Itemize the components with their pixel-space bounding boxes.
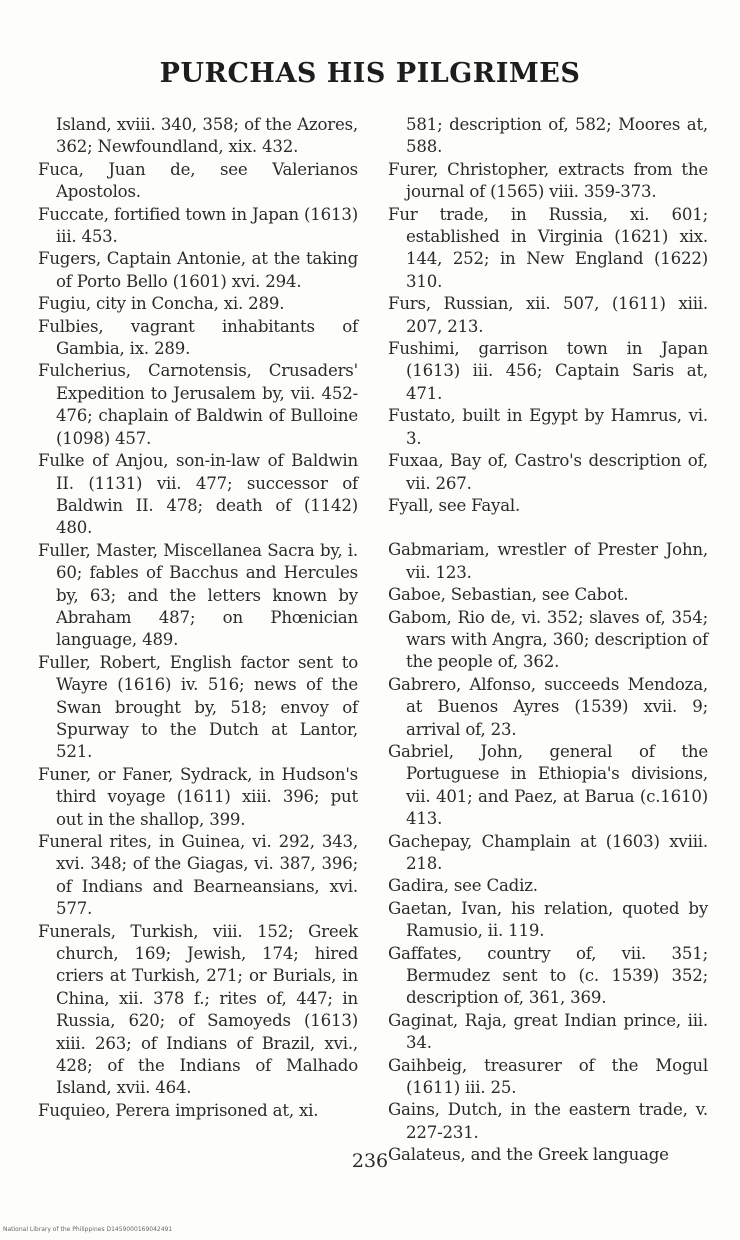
index-entry: Fulke of Anjou, son-in-law of Baldwin II. (1131) vii. 477; successor of Baldwin II. 478; death of (1142) 480. xyxy=(38,451,358,538)
index-entry: Funerals, Turkish, viii. 152; Greek church, 169; Jewish, 174; hired criers at Turkish, 271; or Burials, in China, xii. 378 f.; rites of, 447; in Russia, 620; of Samoyeds (1613) xiii. 263; of Indians of Brazil, xvi., 428; of the Indians of Malhado Island, xvii. 464. xyxy=(38,921,358,1098)
index-entry: Fyall, see Fayal. xyxy=(388,495,521,515)
index-entry: Furs, Russian, xii. 507, (1611) xiii. 207, 213. xyxy=(388,294,708,336)
index-entry: Furer, Christopher, extracts from the journal of (1565) viii. 359-373. xyxy=(388,159,708,202)
index-entry: 581; description of, 582; Moores at, 588. xyxy=(406,115,708,157)
index-entry: Gabriel, John, general of the Portuguese in Ethiopia's divisions, vii. 401; and Paez, at Barua (c.1610) 413. xyxy=(388,741,708,829)
index-entry: Gaetan, Ivan, his relation, quoted by Ramusio, ii. 119. xyxy=(388,898,708,941)
page-number: 236 xyxy=(351,1150,389,1172)
index-entry: Gadira, see Cadiz. xyxy=(388,876,538,896)
index-entry: Gaffates, country of, vii. 351; Bermudez sent to (c. 1539) 352; description of, 361, 369. xyxy=(388,943,708,1008)
index-entry: Funer, or Faner, Sydrack, in Hudson's third voyage (1611) xiii. 396; put out in the shallop, 399. xyxy=(38,764,358,829)
index-entry: Fulbies, vagrant inhabitants of Gambia, ix. 289. xyxy=(38,316,358,359)
index-entry: Gachepay, Champlain at (1603) xviii. 218. xyxy=(388,831,708,873)
index-entry: Fuxaa, Bay of, Castro's description of, vii. 267. xyxy=(388,451,708,493)
index-entry: Gabom, Rio de, vi. 352; slaves of, 354; wars with Angra, 360; description of the people of, 362. xyxy=(388,607,708,672)
page-title: PURCHAS HIS PILGRIMES xyxy=(159,58,581,89)
library-watermark: National Library of the Philippines D1459000169042491 xyxy=(3,1226,173,1233)
index-entry: Fuca, Juan de, see Valerianos Apostolos. xyxy=(38,159,358,202)
index-entry: Gains, Dutch, in the eastern trade, v. 227-231. xyxy=(388,1100,708,1142)
index-entry: Fulcherius, Carnotensis, Crusaders' Expedition to Jerusalem by, vii. 452-476; chaplain of Baldwin of Bulloine (1098) 457. xyxy=(38,361,358,448)
index-entry: Fustato, built in Egypt by Hamrus, vi. 3. xyxy=(388,406,708,448)
index-entry: Gabmariam, wrestler of Prester John, vii. 123. xyxy=(388,540,708,582)
index-entry: Fuccate, fortified town in Japan (1613) iii. 453. xyxy=(38,204,358,247)
index-entry: Gaihbeig, treasurer of the Mogul (1611) iii. 25. xyxy=(388,1055,708,1098)
index-entry: Fugiu, city in Concha, xi. 289. xyxy=(38,294,285,314)
index-entry: Fuquieo, Perera imprisoned at, xi. xyxy=(38,1100,319,1120)
index-entry: Gaginat, Raja, great Indian prince, iii. 34. xyxy=(388,1010,708,1053)
index-entry: Fuller, Robert, English factor sent to Wayre (1616) iv. 516; news of the Swan brought by, 518; envoy of Spurway to the Dutch at Lantor, 521. xyxy=(38,652,358,762)
left-column xyxy=(38,114,358,1122)
index-entry: Fushimi, garrison town in Japan (1613) iii. 456; Captain Saris at, 471. xyxy=(388,339,708,403)
index-entry: Funeral rites, in Guinea, vi. 292, 343, xvi. 348; of the Giagas, vi. 387, 396; of Indians and Bearneansians, xvi. 577. xyxy=(38,832,358,919)
index-entry: Fuller, Master, Miscellanea Sacra by, i. 60; fables of Bacchus and Hercules by, 63; and the letters known by Abraham 487; on Phœnician language, 489. xyxy=(38,540,358,650)
index-entry: Island, xviii. 340, 358; of the Azores, 362; Newfoundland, xix. 432. xyxy=(56,115,358,157)
index-entry: Fugers, Captain Antonie, at the taking of Porto Bello (1601) xvi. 294. xyxy=(38,249,358,291)
right-column xyxy=(388,114,708,1167)
index-entry: Gaboe, Sebastian, see Cabot. xyxy=(388,585,629,605)
index-entry: Fur trade, in Russia, xi. 601; established in Virginia (1621) xix. 144, 252; in New England (1622) 310. xyxy=(388,204,708,291)
index-entry: Gabrero, Alfonso, succeeds Mendoza, at Buenos Ayres (1539) xvii. 9; arrival of, 23. xyxy=(388,674,708,739)
index-entry: Galateus, and the Greek language xyxy=(388,1145,669,1165)
